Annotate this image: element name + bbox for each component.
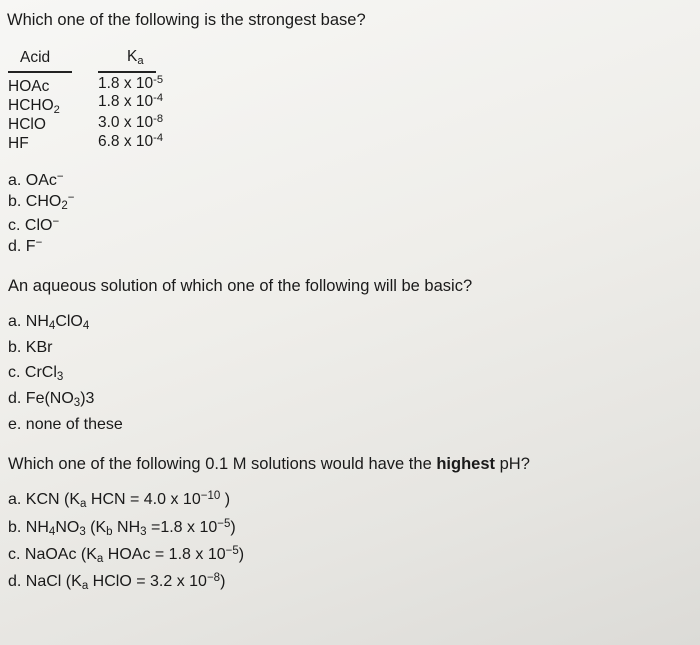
table-rule-acid [8,71,72,73]
q2-option-a: a. $NH_4ClO_4$ [8,313,90,332]
table-header-ka: $K_a$ [127,48,144,67]
table-rule-ka [98,71,156,73]
table-acid-cell: HOAc [8,78,50,95]
table-ka-cell: 1.8 x $10^{-5}$ [98,73,164,92]
q3-option-c: c. NaOAc ($K_a$ HOAc = 1.8 x $10^{-5}$) [8,544,245,565]
q3-option-d: d. NaCl ($K_a$ HClO = 3.2 x $10^{-8}$) [8,571,226,592]
q2-option-e: e. none of these [8,416,123,433]
question-1-text: Which one of the following is the strongest base? [7,11,366,29]
q2-option-d: d. $Fe(NO_3)3$ [8,390,95,409]
table-acid-cell: HClO [8,116,46,133]
q2-option-c: c. CrCl$_3$ [8,364,64,383]
q1-option-c: c. ClO− [8,215,60,234]
q1-option-a: a. OAc− [8,170,64,189]
table-ka-cell: 3.0 x $10^{-8}$ [98,112,164,131]
table-acid-cell: $HCHO_2$ [8,97,60,116]
table-header-acid: Acid [20,49,51,66]
table-ka-cell: 6.8 x $10^{-4}$ [98,131,164,150]
q1-option-d: d. F− [8,236,43,255]
question-3-text: Which one of the following 0.1 M solutions would have the highest pH? [8,455,530,473]
q1-option-b: b. $CHO_2^-$ [8,191,75,212]
q2-option-b: b. KBr [8,339,53,356]
table-ka-cell: 1.8 x $10^{-4}$ [98,91,164,110]
q3-option-b: b. $NH_4NO_3$ ($K_b$ $NH_3 =1.8$ x $10^{-5}$) [8,517,236,538]
table-acid-cell: HF [8,135,29,152]
question-2-text: An aqueous solution of which one of the following will be basic? [8,277,473,295]
q3-option-a: a. KCN ($K_a$ HCN = 4.0 x $10^{-10}$ ) [8,489,231,510]
